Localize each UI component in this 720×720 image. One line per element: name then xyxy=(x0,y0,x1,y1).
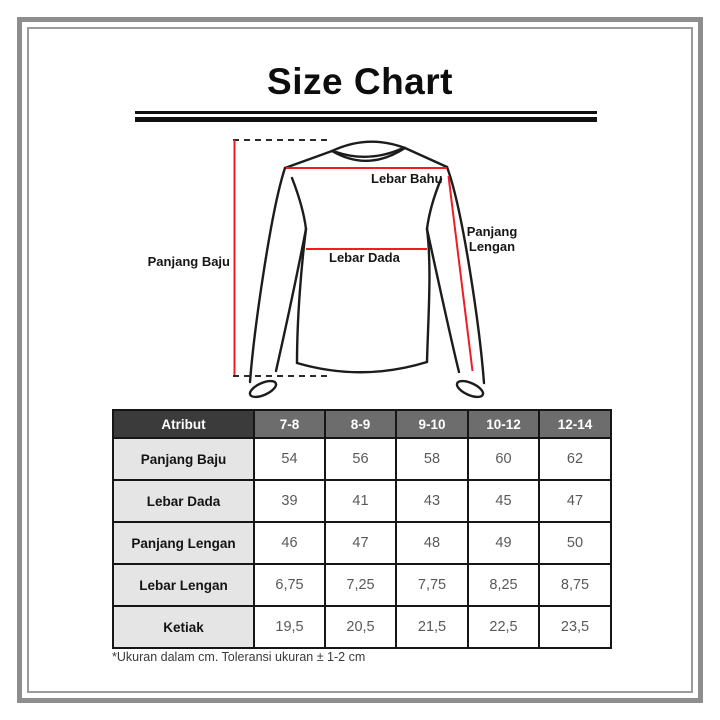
size-value: 19,5 xyxy=(254,606,325,648)
size-value: 8,75 xyxy=(539,564,611,606)
row-label: Panjang Lengan xyxy=(113,522,254,564)
sleeve-right-inner xyxy=(427,229,459,372)
panjang-lengan-label-line1: Panjang xyxy=(466,224,518,239)
size-value: 6,75 xyxy=(254,564,325,606)
size-value: 41 xyxy=(325,480,396,522)
title-rule-thick xyxy=(135,117,597,122)
size-value: 60 xyxy=(468,438,539,480)
body-right-side xyxy=(427,229,429,362)
row-label: Lebar Lengan xyxy=(113,564,254,606)
col-header-size-8-9: 8-9 xyxy=(325,410,396,438)
size-value: 39 xyxy=(254,480,325,522)
size-value: 46 xyxy=(254,522,325,564)
size-value: 7,25 xyxy=(325,564,396,606)
size-value: 7,75 xyxy=(396,564,468,606)
table-row-ketiak xyxy=(113,606,611,648)
collar-top xyxy=(332,142,405,151)
size-table xyxy=(112,409,612,649)
size-value: 58 xyxy=(396,438,468,480)
cuff-left xyxy=(248,378,278,400)
size-value: 49 xyxy=(468,522,539,564)
size-value: 8,25 xyxy=(468,564,539,606)
size-value: 21,5 xyxy=(396,606,468,648)
size-value: 22,5 xyxy=(468,606,539,648)
col-header-size-10-12: 10-12 xyxy=(468,410,539,438)
lebar-dada-label: Lebar Dada xyxy=(329,250,400,265)
panjang-lengan-label-line2: Lengan xyxy=(468,239,516,254)
size-value: 54 xyxy=(254,438,325,480)
armhole-left xyxy=(292,178,306,229)
body-hem xyxy=(297,362,427,372)
table-header-row xyxy=(113,410,611,438)
size-value: 43 xyxy=(396,480,468,522)
sleeve-left-inner xyxy=(276,229,306,371)
shirt-measurement-diagram xyxy=(140,128,600,413)
shoulder-left xyxy=(285,151,332,168)
panjang-baju-label: Panjang Baju xyxy=(147,254,230,269)
size-value: 20,5 xyxy=(325,606,396,648)
col-header-size-9-10: 9-10 xyxy=(396,410,468,438)
lebar-bahu-label: Lebar Bahu xyxy=(371,171,443,186)
size-value: 56 xyxy=(325,438,396,480)
row-label: Panjang Baju xyxy=(113,438,254,480)
title-rule-thin xyxy=(135,111,597,114)
size-value: 62 xyxy=(539,438,611,480)
cuff-right xyxy=(455,378,485,400)
size-value: 47 xyxy=(539,480,611,522)
row-label: Ketiak xyxy=(113,606,254,648)
footnote: *Ukuran dalam cm. Toleransi ukuran ± 1-2 cm xyxy=(112,650,366,664)
sleeve-right-outer xyxy=(447,167,484,383)
row-label: Lebar Dada xyxy=(113,480,254,522)
page-title: Size Chart xyxy=(267,61,453,102)
col-header-size-12-14: 12-14 xyxy=(539,410,611,438)
table-row-panjang-baju xyxy=(113,438,611,480)
table-row-lebar-lengan xyxy=(113,564,611,606)
size-value: 47 xyxy=(325,522,396,564)
armhole-right xyxy=(427,179,441,229)
table-row-panjang-lengan xyxy=(113,522,611,564)
size-value: 45 xyxy=(468,480,539,522)
size-value: 50 xyxy=(539,522,611,564)
col-header-atribut: Atribut xyxy=(113,410,254,438)
panjang-lengan-label xyxy=(460,224,524,254)
size-value: 23,5 xyxy=(539,606,611,648)
table-row-lebar-dada xyxy=(113,480,611,522)
size-value: 48 xyxy=(396,522,468,564)
col-header-size-7-8: 7-8 xyxy=(254,410,325,438)
shoulder-right xyxy=(405,148,447,167)
